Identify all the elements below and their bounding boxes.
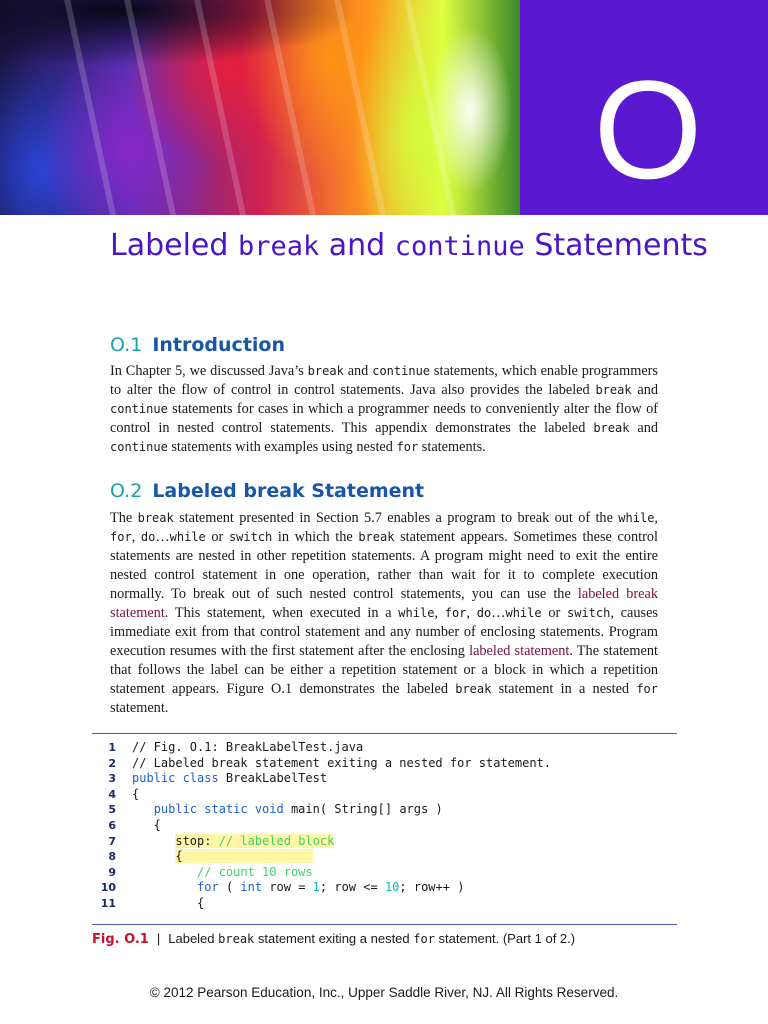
code-line: 5 public static void main( String[] args ) [92,802,677,818]
figure-caption: Fig. O.1 | Labeled break statement exiting a nested for statement. (Part 1 of 2.) [92,931,576,947]
figure-top-rule [92,733,677,734]
labeled-break-paragraph: The break statement presented in Section 5.7 enables a program to break out of the while, for, do…while or switch in which the break statement appears. Sometimes these control statements are nested in other repetition statements. A program might need to exit the entire nested control statement in one operation, rather than wait for it to complete execution normally. To break out of such nested control statements, you can use the labeled break statement. This statement, when executed in a while, for, do…while or switch, causes immediate exit from that control statement and any number of enclosing statements. Program execution resumes with the first statement after the enclosing labeled statement. The statement that follows the label can be either a repetition statement or a block in which a repetition statement appears. Figure O.1 demonstrates the labeled break statement in a nested for statement. [110,510,659,716]
line-number: 11 [100,896,116,910]
code-line: 1 // Fig. O.1: BreakLabelTest.java [92,740,677,756]
line-number: 9 [108,865,116,879]
section-title: Labeled break Statement [152,480,425,502]
chapter-title: Labeled break and continue Statements [110,228,708,263]
code-line: 2 // Labeled break statement exiting a nested for statement. [92,756,677,772]
copyright-footer: © 2012 Pearson Education, Inc., Upper Saddle River, NJ. All Rights Reserved. [149,985,619,1000]
code-line: 3 public class BreakLabelTest [92,771,677,787]
key-term: labeled statement [469,643,570,659]
line-number: 5 [108,803,116,817]
line-number: 4 [108,787,116,801]
appendix-letter-box [520,0,768,215]
line-number: 6 [108,818,116,832]
section-title: Introduction [152,334,285,356]
key-term: labeled break statement [110,586,658,621]
figure-label: Fig. O.1 [92,932,149,947]
section-heading-labeled-break [110,478,424,504]
line-number: 2 [108,756,116,770]
code-line: 11 { [92,896,677,912]
highlighted-code: { [175,849,312,863]
line-number: 7 [108,834,116,848]
chapter-banner-image [0,0,520,215]
code-line: 6 { [92,818,677,834]
code-line [92,849,677,865]
section-number: O.2 [110,480,143,502]
code-line [92,834,677,850]
section-number: O.1 [110,334,143,356]
code-line: 10 for ( int row = 1; row <= 10; row++ ) [92,880,677,896]
highlighted-code: stop: // labeled block [175,833,335,848]
line-number: 8 [108,850,116,864]
code-line: 9 // count 10 rows [92,865,677,881]
appendix-letter: O [593,51,703,208]
section-heading-introduction [110,332,285,358]
line-number: 3 [108,772,116,786]
code-listing [92,740,677,912]
code-line: 4 { [92,787,677,803]
line-number: 10 [100,881,116,895]
figure-bottom-rule [92,924,677,925]
introduction-paragraph: In Chapter 5, we discussed Java’s break and continue statements, which enable programmers to alter the flow of control in control statements. Java also provides the labeled break and continue statements for cases in which a programmer needs to conveniently alter the flow of control in nested control statements. This appendix demonstrates the labeled break and continue statements with examples using nested for statements. [110,363,658,455]
line-number: 1 [108,741,116,754]
